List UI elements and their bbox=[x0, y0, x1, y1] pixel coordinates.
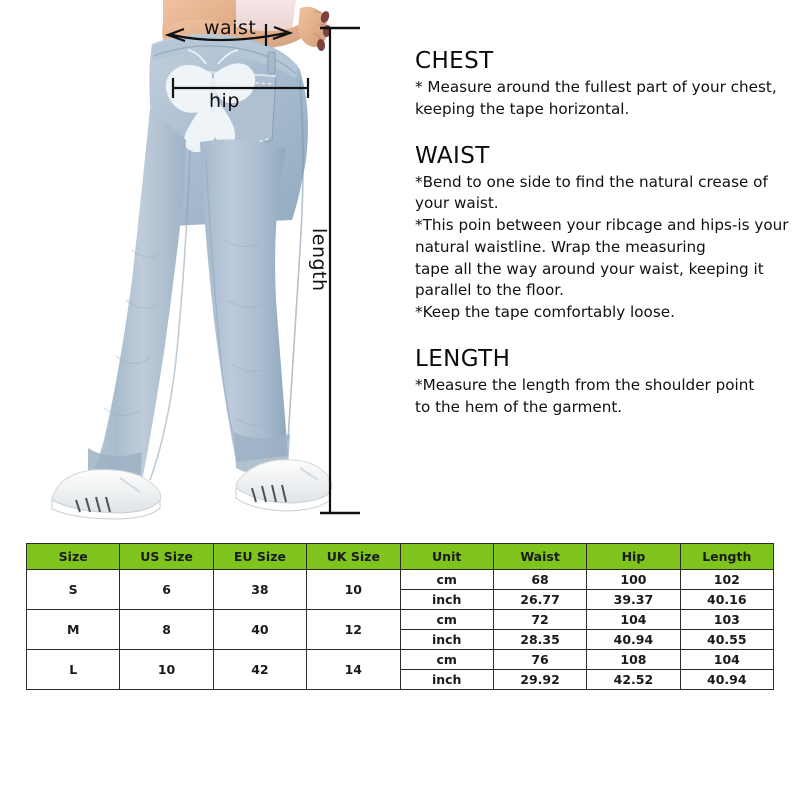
length-body bbox=[415, 375, 790, 418]
waist-line-2: your waist. bbox=[415, 194, 499, 213]
cell-hip: 40.94 bbox=[587, 630, 680, 650]
cell-length: 40.55 bbox=[680, 630, 773, 650]
cell-hip: 42.52 bbox=[587, 670, 680, 690]
waist-annotation-label: waist bbox=[204, 17, 257, 39]
cell-waist: 28.35 bbox=[493, 630, 586, 650]
cell-unit: cm bbox=[400, 650, 493, 670]
size-table-container bbox=[26, 543, 774, 690]
cell-length: 104 bbox=[680, 650, 773, 670]
cell-waist: 68 bbox=[493, 570, 586, 590]
chest-heading: CHEST bbox=[415, 48, 494, 74]
column-header-uk-size: UK Size bbox=[307, 544, 400, 570]
length-line-1: *Measure the length from the shoulder point bbox=[415, 375, 755, 394]
cell-unit: inch bbox=[400, 630, 493, 650]
cell-unit: inch bbox=[400, 670, 493, 690]
cell-uk-size: 10 bbox=[307, 570, 400, 610]
column-header-size: Size bbox=[27, 544, 120, 570]
cell-size: M bbox=[27, 610, 120, 650]
cell-eu-size: 40 bbox=[213, 610, 306, 650]
waist-line-1: *Bend to one side to find the natural crease of bbox=[415, 172, 768, 191]
table-row bbox=[27, 610, 774, 630]
waist-line-6: parallel to the floor. bbox=[415, 281, 564, 300]
column-header-unit: Unit bbox=[400, 544, 493, 570]
cell-length: 102 bbox=[680, 570, 773, 590]
cell-unit: cm bbox=[400, 610, 493, 630]
waist-line-3: *This poin between your ribcage and hips-is your bbox=[415, 216, 789, 235]
waist-body bbox=[415, 172, 790, 324]
cell-eu-size: 38 bbox=[213, 570, 306, 610]
cell-us-size: 8 bbox=[120, 610, 213, 650]
cell-hip: 39.37 bbox=[587, 590, 680, 610]
cell-waist: 29.92 bbox=[493, 670, 586, 690]
cell-us-size: 10 bbox=[120, 650, 213, 690]
instruction-section-length bbox=[415, 346, 790, 419]
table-header-row bbox=[27, 544, 774, 570]
cell-eu-size: 42 bbox=[213, 650, 306, 690]
waist-line-4: natural waistline. Wrap the measuring bbox=[415, 237, 706, 256]
instruction-section-waist bbox=[415, 143, 790, 324]
cell-waist: 72 bbox=[493, 610, 586, 630]
waist-heading: WAIST bbox=[415, 142, 490, 169]
cell-waist: 26.77 bbox=[493, 590, 586, 610]
cell-hip: 104 bbox=[587, 610, 680, 630]
jeans-model-photo bbox=[0, 0, 400, 530]
measuring-instructions-panel bbox=[415, 48, 790, 418]
cell-length: 103 bbox=[680, 610, 773, 630]
cell-uk-size: 12 bbox=[307, 610, 400, 650]
column-header-us-size: US Size bbox=[120, 544, 213, 570]
table-row bbox=[27, 650, 774, 670]
waist-line-5: tape all the way around your waist, keeping it bbox=[415, 259, 764, 278]
size-table bbox=[26, 543, 774, 690]
cell-unit: inch bbox=[400, 590, 493, 610]
table-row bbox=[27, 570, 774, 590]
cell-waist: 76 bbox=[493, 650, 586, 670]
column-header-hip: Hip bbox=[587, 544, 680, 570]
hip-annotation-label: hip bbox=[209, 90, 240, 112]
column-header-waist: Waist bbox=[493, 544, 586, 570]
cell-unit: cm bbox=[400, 570, 493, 590]
cell-uk-size: 14 bbox=[307, 650, 400, 690]
instruction-section-chest bbox=[415, 48, 790, 121]
length-line-2: to the hem of the garment. bbox=[415, 397, 623, 416]
column-header-length: Length bbox=[680, 544, 773, 570]
cell-us-size: 6 bbox=[120, 570, 213, 610]
column-header-eu-size: EU Size bbox=[213, 544, 306, 570]
cell-size: L bbox=[27, 650, 120, 690]
length-heading: LENGTH bbox=[415, 345, 511, 372]
cell-hip: 100 bbox=[587, 570, 680, 590]
cell-hip: 108 bbox=[587, 650, 680, 670]
cell-length: 40.16 bbox=[680, 590, 773, 610]
product-photo-panel bbox=[0, 0, 400, 530]
cell-length: 40.94 bbox=[680, 670, 773, 690]
chest-line-2: keeping the tape horizontal. bbox=[415, 99, 630, 118]
chest-line-1: * Measure around the fullest part of your chest, bbox=[415, 78, 777, 97]
chest-body bbox=[415, 77, 790, 120]
waist-line-7: *Keep the tape comfortably loose. bbox=[415, 303, 675, 322]
length-annotation-label: length bbox=[308, 228, 330, 292]
cell-size: S bbox=[27, 570, 120, 610]
